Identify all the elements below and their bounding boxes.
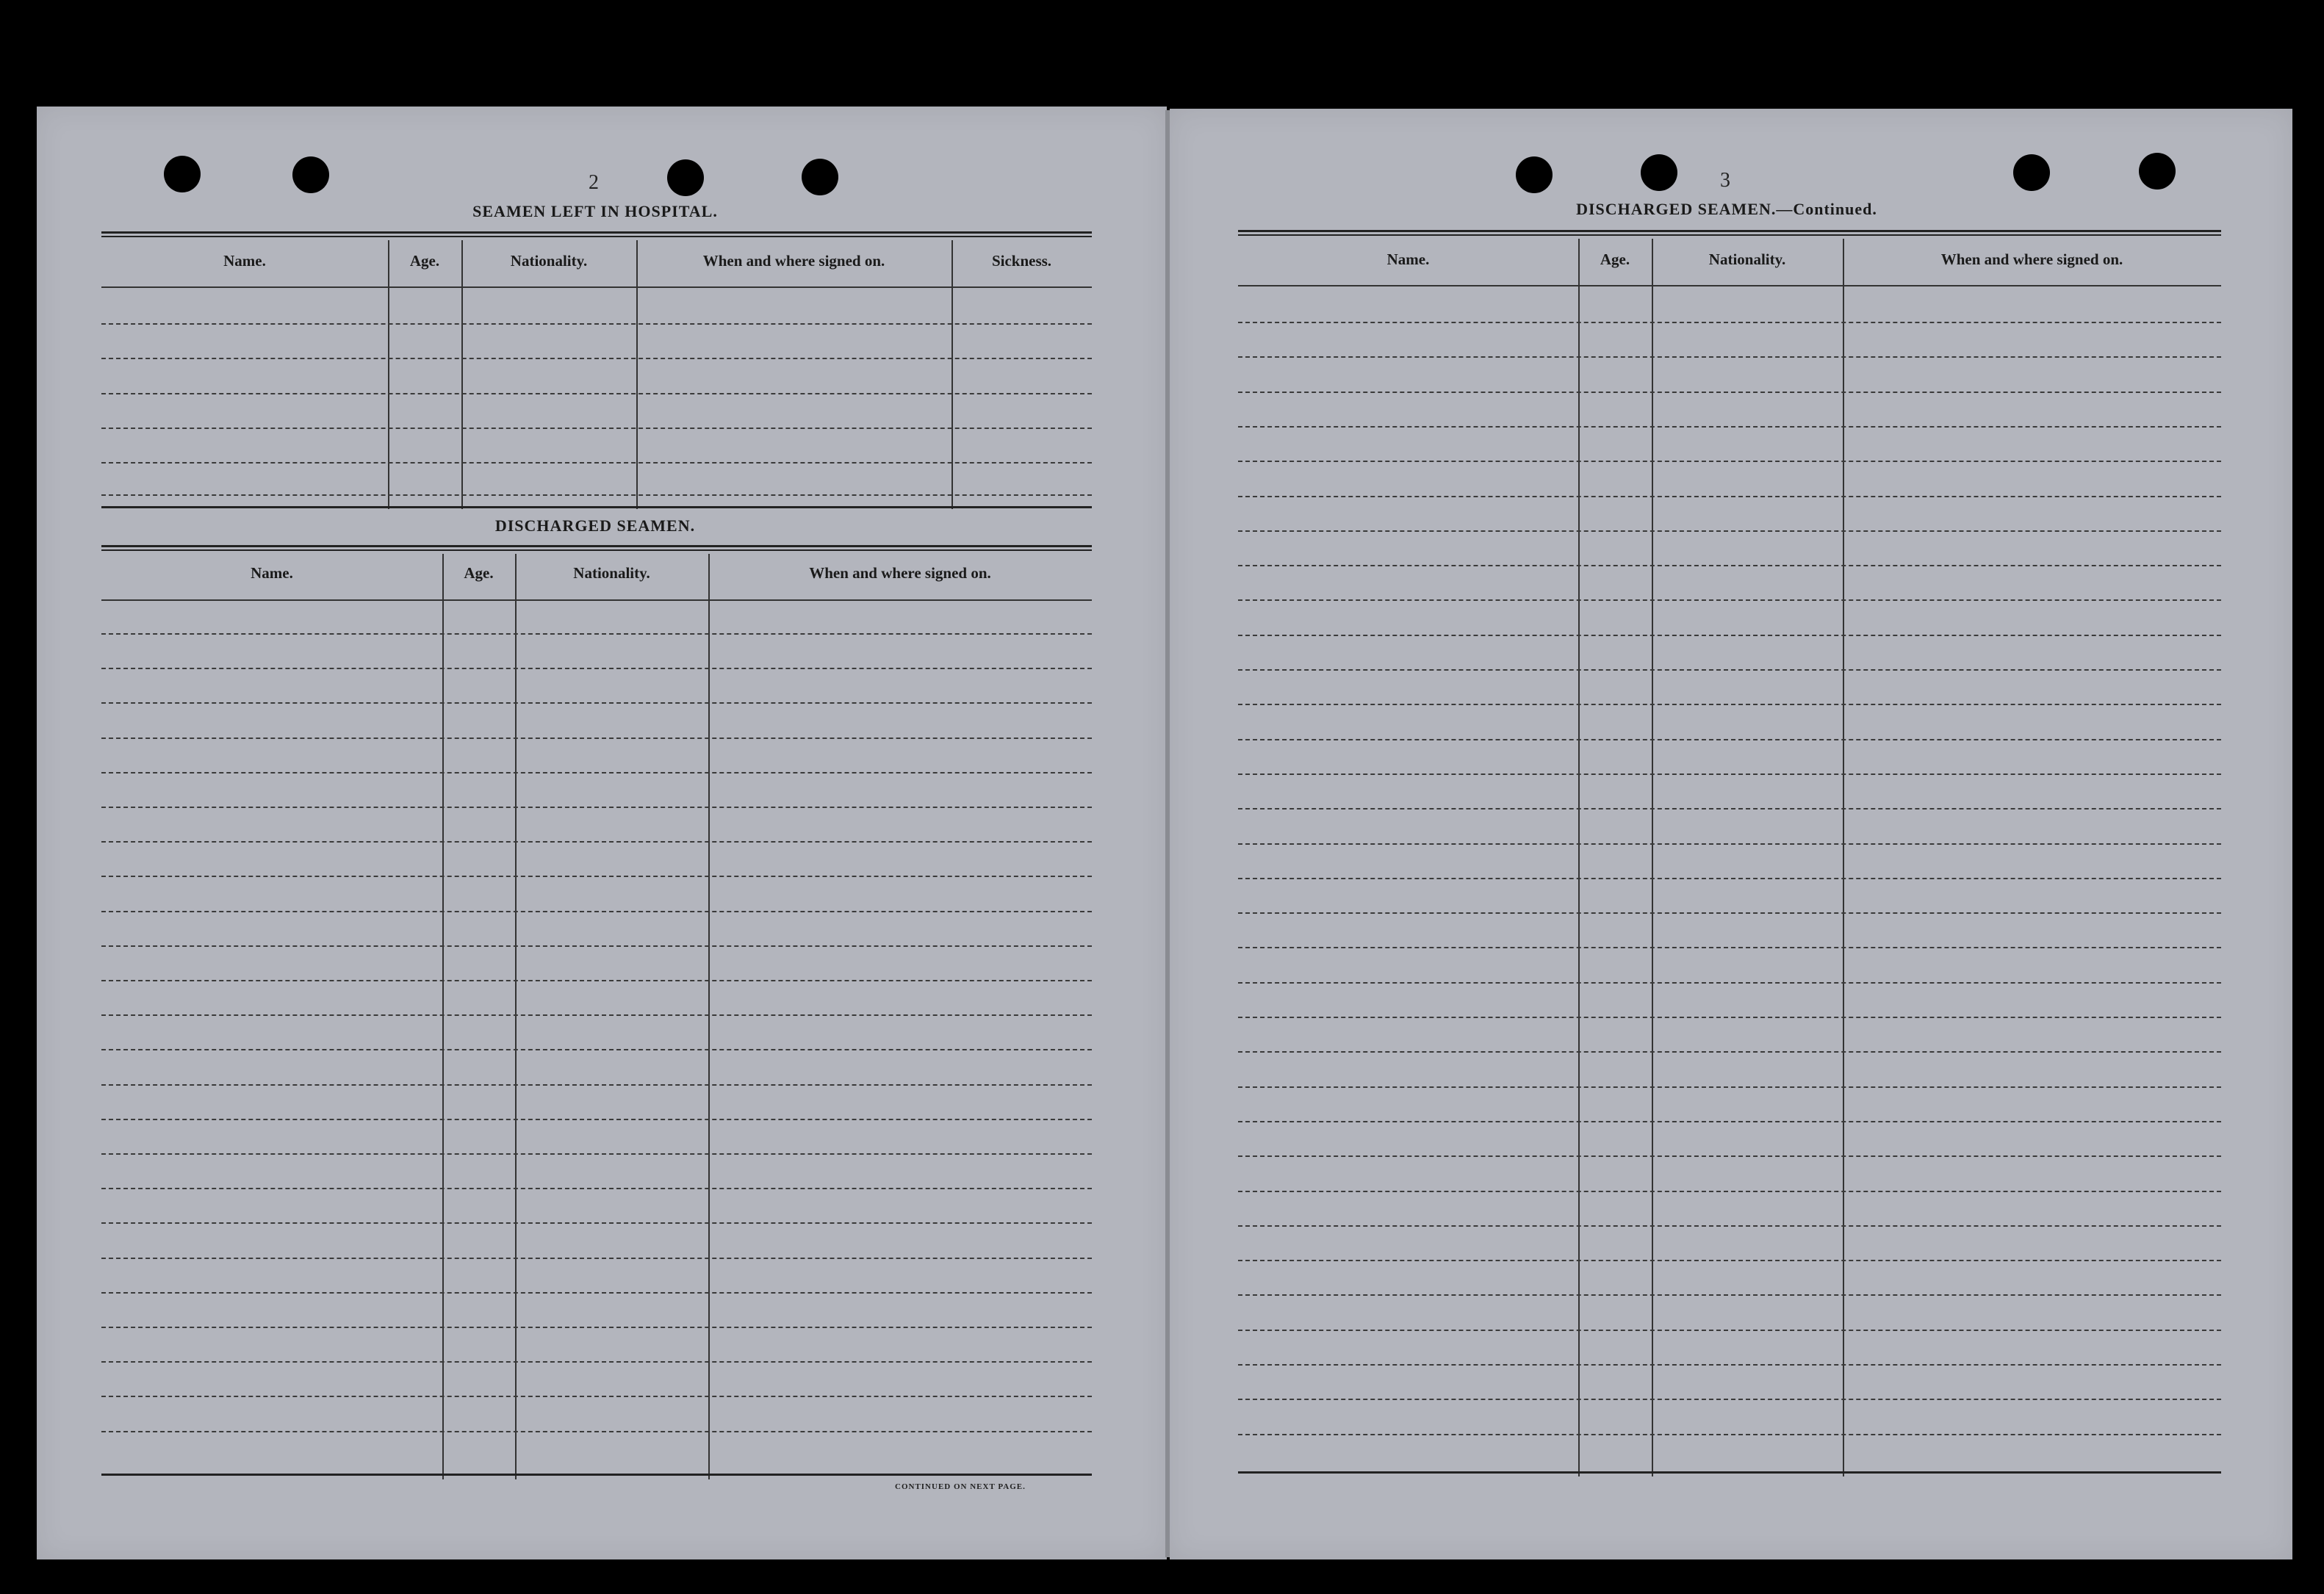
entry-line <box>1238 1434 2221 1435</box>
entry-line <box>101 945 1092 947</box>
entry-line <box>1238 356 2221 358</box>
discharged-left-col-signed-on: When and where signed on. <box>809 564 991 582</box>
entry-line <box>101 1014 1092 1016</box>
entry-line <box>101 358 1092 359</box>
entry-line <box>101 1084 1092 1086</box>
entry-line <box>1238 1399 2221 1400</box>
entry-line <box>1238 1121 2221 1122</box>
entry-line <box>101 1258 1092 1259</box>
punch-hole <box>2139 153 2176 190</box>
entry-line <box>101 911 1092 912</box>
discharged-table-right <box>1238 230 2221 1476</box>
entry-line <box>101 980 1092 981</box>
entry-line <box>1238 1155 2221 1157</box>
entry-line <box>101 1153 1092 1155</box>
entry-line <box>1238 599 2221 601</box>
entry-line <box>1238 773 2221 775</box>
entry-line <box>1238 635 2221 636</box>
discharged-right-col-age: Age. <box>1600 250 1630 268</box>
entry-line <box>1238 1225 2221 1227</box>
entry-line <box>1238 1260 2221 1261</box>
entry-line <box>1238 1017 2221 1018</box>
continued-note: CONTINUED ON NEXT PAGE. <box>895 1482 1026 1491</box>
discharged-section-title: DISCHARGED SEAMEN. <box>494 516 696 535</box>
punch-hole <box>2013 154 2050 191</box>
entry-line <box>101 876 1092 877</box>
hospital-section-title: SEAMEN LEFT IN HOSPITAL. <box>472 202 718 220</box>
entry-line <box>101 1049 1092 1050</box>
punch-hole <box>1641 154 1677 191</box>
punch-hole <box>667 159 704 196</box>
entry-line <box>1238 912 2221 914</box>
hospital-col-age: Age. <box>409 252 440 270</box>
entry-line <box>101 702 1092 704</box>
discharged-table-left <box>101 545 1092 1479</box>
entry-line <box>101 323 1092 325</box>
discharged-left-col-name: Name. <box>251 564 293 582</box>
entry-line <box>101 494 1092 496</box>
page-fold <box>1165 110 1170 1557</box>
entry-line <box>101 1431 1092 1432</box>
entry-line <box>101 1119 1092 1120</box>
entry-line <box>1238 1364 2221 1366</box>
entry-line <box>101 668 1092 669</box>
entry-line <box>101 1222 1092 1224</box>
entry-line <box>1238 878 2221 879</box>
entry-line <box>1238 1191 2221 1192</box>
entry-line <box>1238 496 2221 497</box>
entry-line <box>101 1188 1092 1189</box>
entry-line <box>101 1327 1092 1328</box>
entry-line <box>1238 1294 2221 1296</box>
entry-line <box>101 428 1092 429</box>
entry-line <box>1238 843 2221 845</box>
entry-line <box>101 633 1092 635</box>
punch-hole <box>1516 156 1553 193</box>
hospital-col-sickness: Sickness. <box>991 252 1052 270</box>
hospital-col-nationality: Nationality. <box>510 252 588 270</box>
entry-line <box>1238 461 2221 462</box>
discharged-left-col-nationality: Nationality. <box>573 564 650 582</box>
entry-line <box>1238 565 2221 566</box>
discharged-right-col-signed-on: When and where signed on. <box>1940 250 2123 268</box>
entry-line <box>1238 426 2221 428</box>
hospital-table <box>101 231 1092 509</box>
punch-hole <box>802 159 838 195</box>
entry-line <box>101 807 1092 808</box>
discharged-right-col-nationality: Nationality. <box>1708 250 1786 268</box>
punch-hole <box>164 156 201 192</box>
entry-line <box>1238 808 2221 809</box>
page-number-right: 3 <box>1720 169 1730 192</box>
entry-line <box>101 772 1092 773</box>
entry-line <box>101 1292 1092 1294</box>
discharged-continued-title: DISCHARGED SEAMEN.—Continued. <box>1576 200 1877 218</box>
entry-line <box>101 393 1092 394</box>
hospital-col-name: Name. <box>223 252 266 270</box>
entry-line <box>101 738 1092 739</box>
entry-line <box>1238 739 2221 740</box>
entry-line <box>1238 392 2221 393</box>
entry-line <box>1238 1086 2221 1088</box>
punch-hole <box>292 156 329 193</box>
entry-line <box>1238 1330 2221 1331</box>
entry-line <box>1238 947 2221 948</box>
hospital-col-signed-on: When and where signed on. <box>702 252 885 270</box>
entry-line <box>101 1361 1092 1363</box>
discharged-right-col-name: Name. <box>1386 250 1430 268</box>
entry-line <box>1238 704 2221 705</box>
entry-line <box>1238 530 2221 532</box>
entry-line <box>101 841 1092 843</box>
entry-line <box>1238 982 2221 984</box>
entry-line <box>1238 669 2221 671</box>
entry-line <box>1238 322 2221 323</box>
page-number-left: 2 <box>589 171 599 194</box>
entry-line <box>101 1396 1092 1397</box>
discharged-left-col-age: Age. <box>464 564 494 582</box>
entry-line <box>1238 1051 2221 1053</box>
entry-line <box>101 462 1092 464</box>
